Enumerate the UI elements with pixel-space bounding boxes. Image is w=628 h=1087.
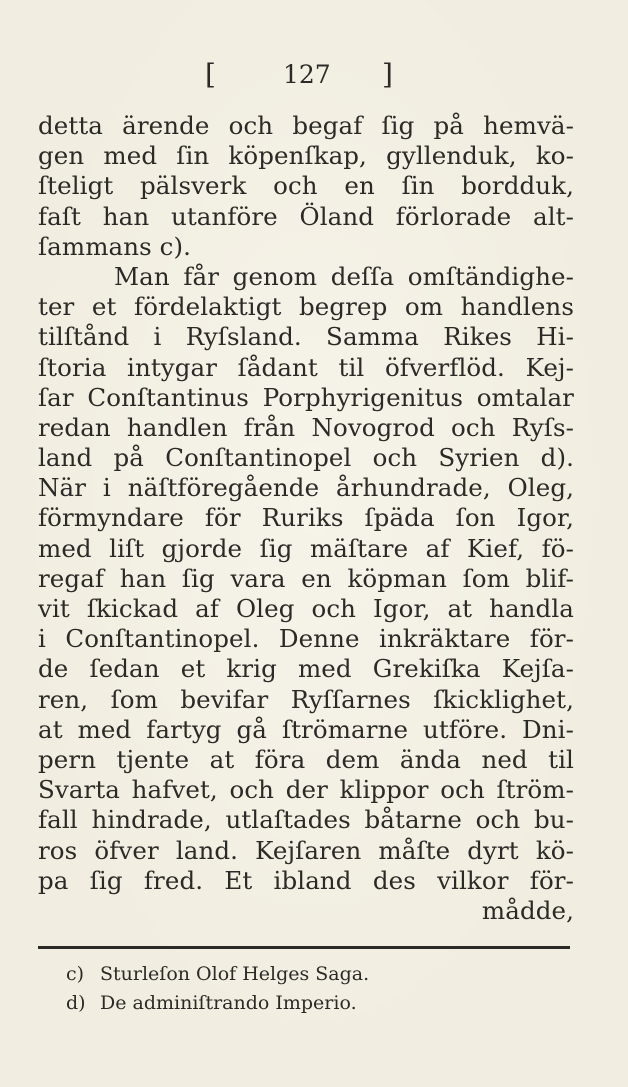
text-line: redan handlen från Novogrod och Ryſs- xyxy=(38,412,574,442)
text-line: tilſtånd i Ryſsland. Samma Rikes Hi- xyxy=(38,322,574,352)
text-line: land på Conſtantinopel och Syrien d). xyxy=(38,443,574,473)
footnote xyxy=(66,989,566,1018)
text-line: ren, ſom bevifar Ryſſarnes ſkicklighet, xyxy=(38,684,574,714)
header-bracket-left: [ xyxy=(205,58,216,91)
text-line: Svarta hafvet, och der klippor och ſtröm- xyxy=(38,775,574,805)
footnote-text: Sturleſon Olof Helges Saga. xyxy=(100,963,370,985)
text-line: fall hindrade, utlaſtades båtarne och bu- xyxy=(38,805,574,835)
page-header xyxy=(0,58,628,98)
catchword: mådde, xyxy=(481,895,574,925)
header-bracket-right: ] xyxy=(382,58,393,91)
text-line: ſammans c). xyxy=(38,231,192,261)
text-line: pa ſig fred. Et ibland des vilkor för- xyxy=(38,865,574,895)
text-line: ſteligt pälsverk och en ſin bordduk, xyxy=(38,171,574,201)
footnotes xyxy=(66,960,566,1018)
text-line: pern tjente at föra dem ända ned til xyxy=(38,744,574,774)
footnote-mark: c) xyxy=(66,963,85,985)
page-number: 127 xyxy=(283,60,331,89)
body-text xyxy=(38,111,574,926)
footnote-mark: d) xyxy=(66,992,86,1014)
text-line: i Conſtantinopel. Denne inkräktare för- xyxy=(38,624,574,654)
text-line: faſt han utanföre Öland förlorade alt- xyxy=(38,201,574,231)
text-line: detta ärende och begaf ſig på hemvä- xyxy=(38,111,574,140)
footnote-text: De adminiſtrando Imperio. xyxy=(100,992,357,1014)
text-line: Man får genom deſſa omſtändighe- xyxy=(114,261,574,291)
text-line: förmyndare för Ruriks ſpäda ſon Igor, xyxy=(38,503,574,533)
footnote-rule xyxy=(38,946,570,949)
text-line: ter et fördelaktigt begrep om handlens xyxy=(38,292,574,322)
text-line: När i näſtföregående århundrade, Oleg, xyxy=(38,473,574,503)
text-line: gen med ſin köpenſkap, gyllenduk, ko- xyxy=(38,141,574,171)
text-line: regaf han ſig vara en köpman ſom blif- xyxy=(38,563,574,593)
text-line: med liſt gjorde ſig mäſtare af Kief, fö- xyxy=(38,533,574,563)
text-line: ſtoria intygar ſådant til öfverflöd. Kej- xyxy=(38,352,574,382)
footnote xyxy=(66,960,566,989)
text-line: ros öfver land. Kejſaren måſte dyrt kö- xyxy=(38,835,574,865)
text-line: ſar Conſtantinus Porphyrigenitus omtalar xyxy=(38,382,574,412)
text-line: vit ſkickad af Oleg och Igor, at handla xyxy=(38,594,574,623)
text-line: de ſedan et krig med Grekiſka Kejſa- xyxy=(38,654,574,684)
text-line: at med fartyg gå ſtrömarne utföre. Dni- xyxy=(38,714,574,744)
